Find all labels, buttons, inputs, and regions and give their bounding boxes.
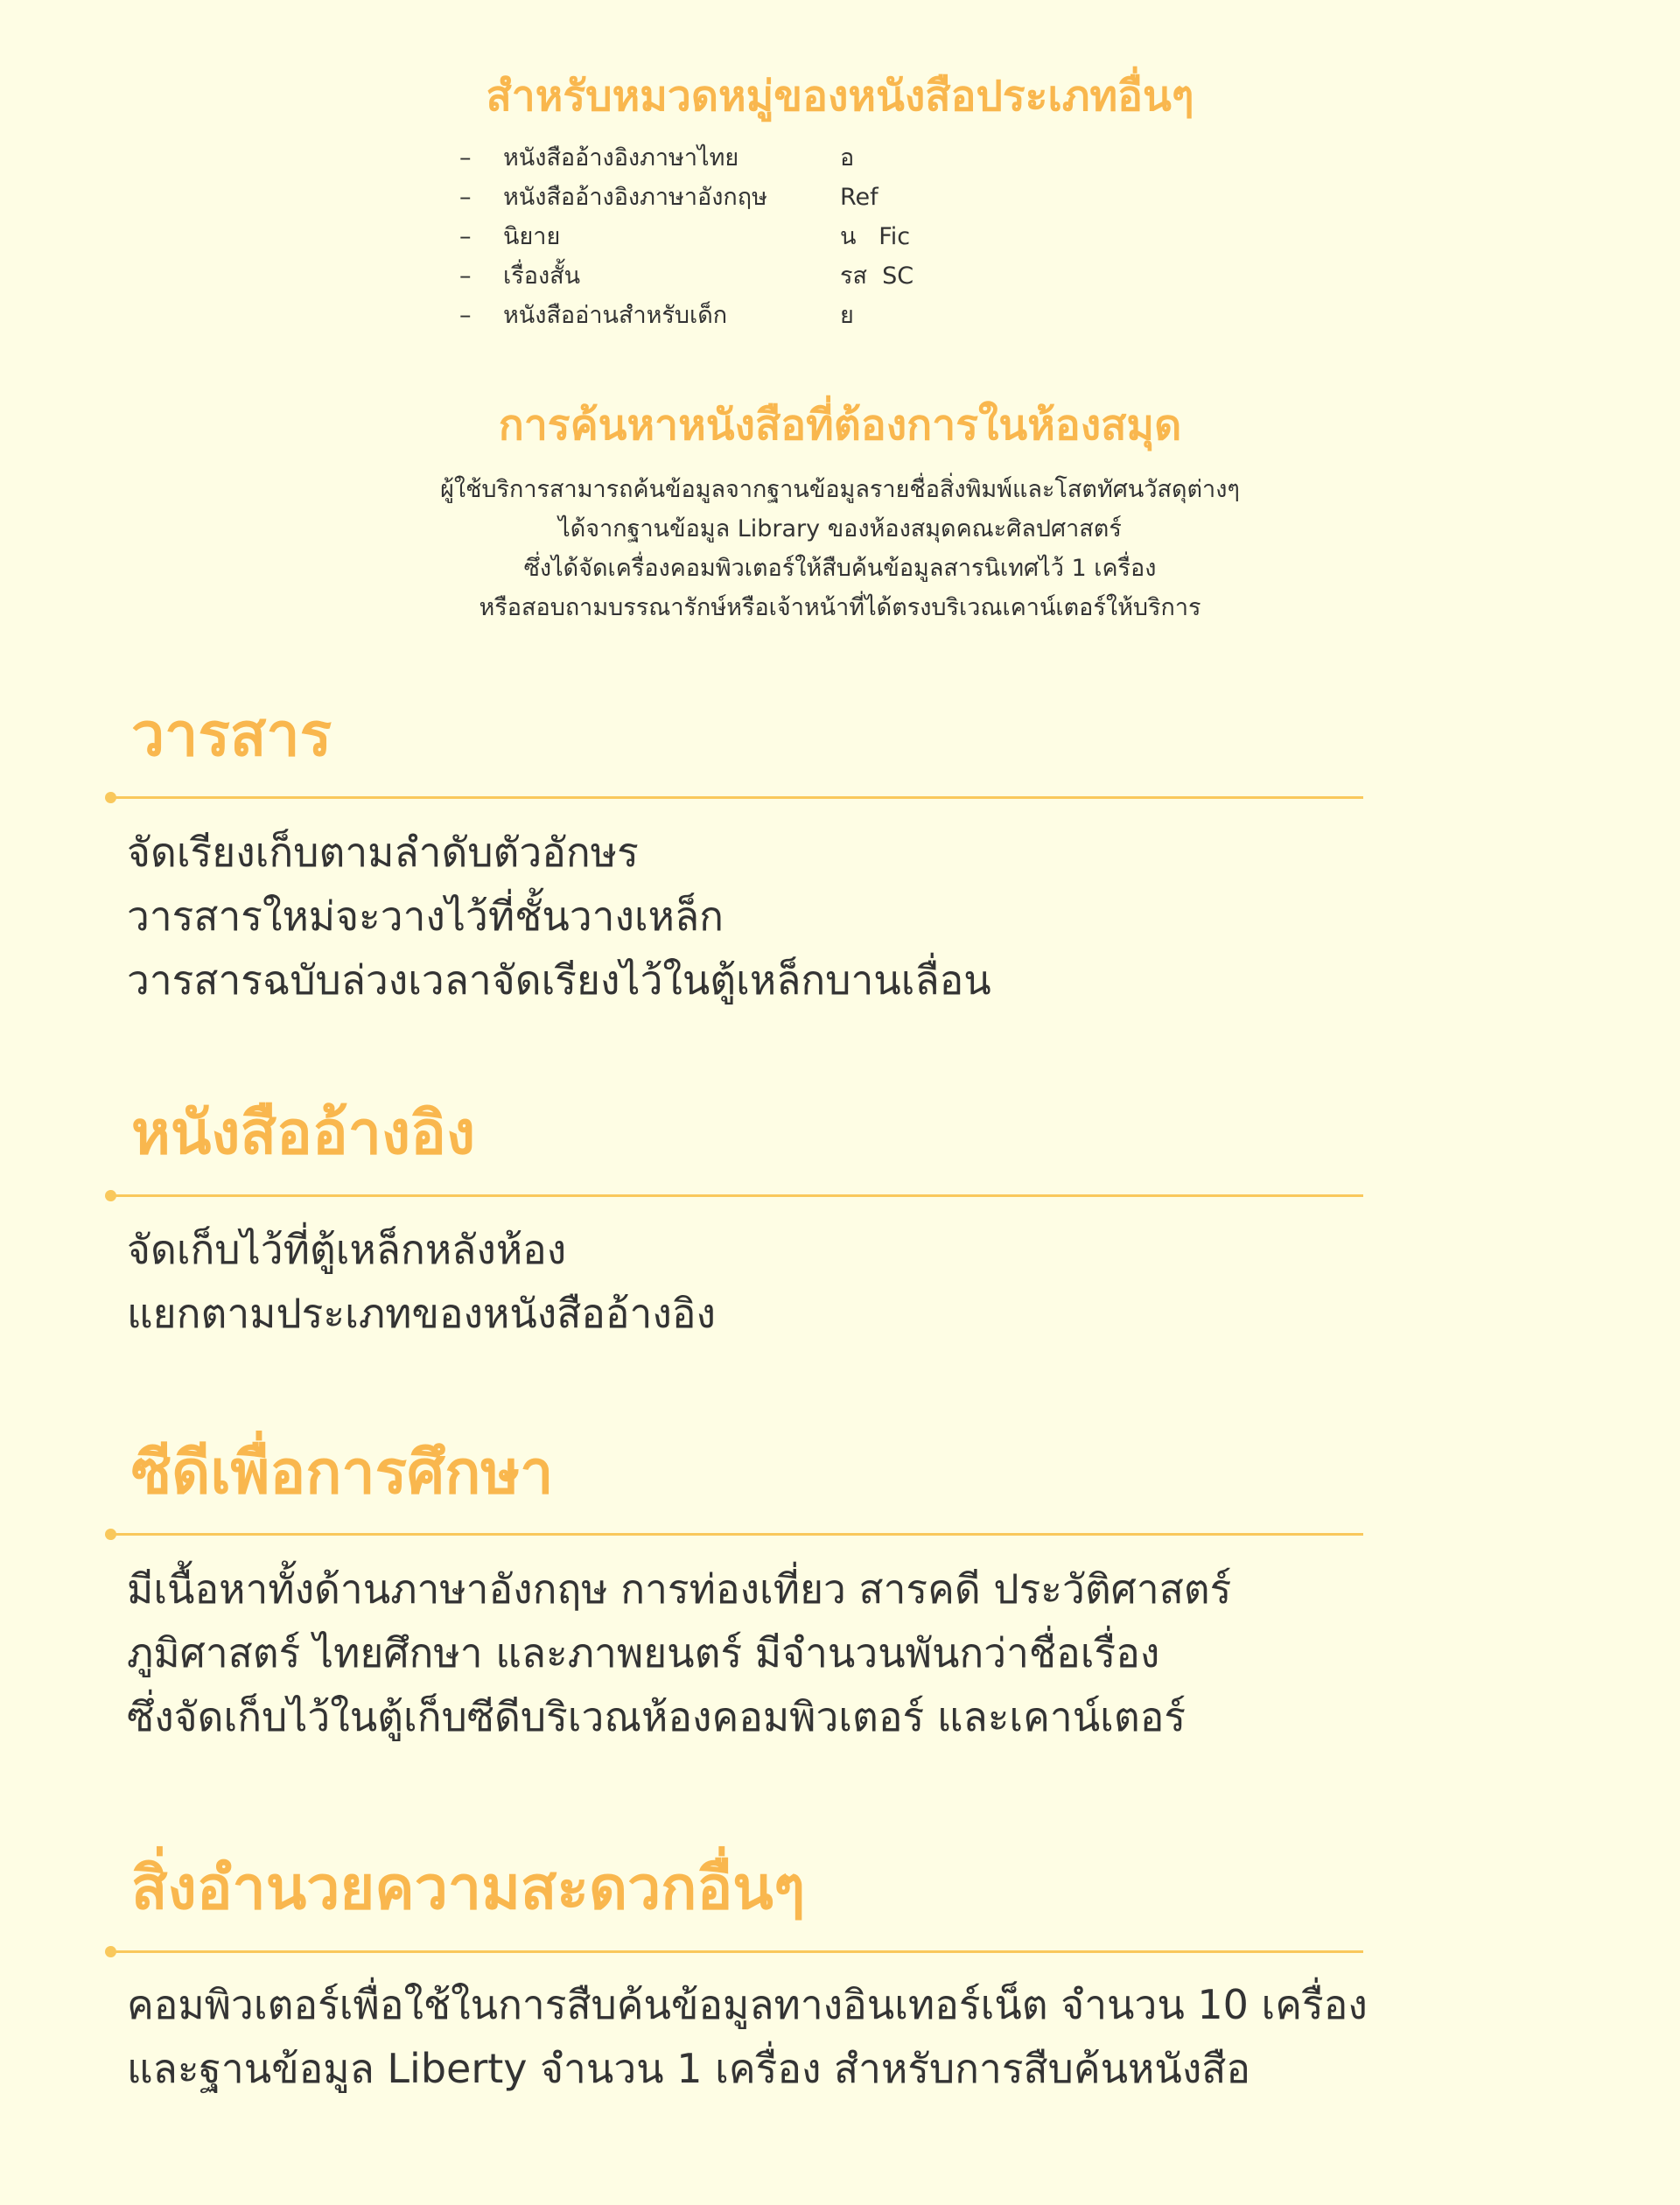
- list-dash: –: [459, 262, 472, 290]
- section-title-facilities: สิ่งอำนวยความสะดวกอื่นๆ: [131, 1854, 806, 1923]
- body-line: และฐานข้อมูล Liberty จำนวน 1 เครื่อง สำหรับการสืบค้นหนังสือ: [127, 2045, 1250, 2092]
- body-line: คอมพิวเตอร์เพื่อใช้ในการสืบค้นข้อมูลทางอินเทอร์เน็ต จำนวน 10 เครื่อง: [127, 1981, 1368, 2028]
- body-line: ภูมิศาสตร์ ไทยศึกษา และภาพยนตร์ มีจำนวนพันกว่าชื่อเรื่อง: [127, 1629, 1160, 1676]
- divider-dot: [105, 1190, 116, 1201]
- body-line: จัดเก็บไว้ที่ตู้เหล็กหลังห้อง: [127, 1226, 567, 1273]
- section-divider: [107, 1194, 1363, 1197]
- section-title-journals: วารสาร: [131, 701, 332, 770]
- list-dash: –: [459, 302, 472, 329]
- category-name: หนังสืออ้างอิงภาษาอังกฤษ: [503, 184, 767, 211]
- list-dash: –: [459, 144, 472, 172]
- category-name: นิยาย: [503, 223, 561, 250]
- search-line: ซึ่งได้จัดเครื่องคอมพิวเตอร์ให้สืบค้นข้อมูลสารนิเทศไว้ 1 เครื่อง: [523, 555, 1157, 582]
- category-code: น Fic: [840, 223, 911, 250]
- body-line: วารสารใหม่จะวางไว้ที่ชั้นวางเหล็ก: [127, 892, 724, 940]
- section-divider: [107, 796, 1363, 799]
- category-name: หนังสืออ่านสำหรับเด็ก: [503, 302, 728, 329]
- search-title: การค้นหาหนังสือที่ต้องการในห้องสมุด: [498, 401, 1182, 450]
- section-divider: [107, 1950, 1363, 1953]
- category-code: ย: [840, 302, 854, 329]
- category-name: เรื่องสั้น: [503, 262, 581, 290]
- category-code: อ: [840, 144, 855, 172]
- section-body-reference: [127, 1218, 716, 1346]
- body-line: แยกตามประเภทของหนังสืออ้างอิง: [127, 1290, 716, 1337]
- search-line: ได้จากฐานข้อมูล Library ของห้องสมุดคณะศิลปศาสตร์: [558, 515, 1122, 542]
- search-description: [0, 470, 1680, 627]
- body-line: มีเนื้อหาทั้งด้านภาษาอังกฤษ การท่องเที่ยว สารคดี ประวัติศาสตร์: [127, 1565, 1232, 1613]
- body-line: จัดเรียงเก็บตามลำดับตัวอักษร: [127, 829, 639, 876]
- list-dash: –: [459, 223, 472, 250]
- divider-dot: [105, 1529, 116, 1540]
- search-line: หรือสอบถามบรรณารักษ์หรือเจ้าหน้าที่ได้ตรงบริเวณเคาน์เตอร์ให้บริการ: [479, 594, 1201, 621]
- section-body-facilities: [127, 1973, 1368, 2101]
- body-line: ซึ่งจัดเก็บไว้ในตู้เก็บซีดีบริเวณห้องคอมพิวเตอร์ และเคาน์เตอร์: [127, 1693, 1186, 1740]
- search-line: ผู้ใช้บริการสามารถค้นข้อมูลจากฐานข้อมูลรายชื่อสิ่งพิมพ์และโสตทัศนวัสดุต่างๆ: [440, 476, 1240, 503]
- category-code: รส SC: [840, 262, 914, 290]
- section-divider: [107, 1533, 1363, 1536]
- category-list-title: สำหรับหมวดหมู่ของหนังสือประเภทอื่นๆ: [486, 72, 1194, 121]
- list-dash: –: [459, 184, 472, 211]
- divider-dot: [105, 1946, 116, 1957]
- category-name: หนังสืออ้างอิงภาษาไทย: [503, 144, 739, 172]
- section-body-cds: [127, 1558, 1231, 1749]
- section-body-journals: [127, 821, 991, 1012]
- section-title-cds: ซีดีเพื่อการศึกษา: [131, 1438, 554, 1508]
- divider-dot: [105, 792, 116, 803]
- section-title-reference: หนังสืออ้างอิง: [131, 1099, 476, 1168]
- category-code: Ref: [840, 184, 878, 211]
- body-line: วารสารฉบับล่วงเวลาจัดเรียงไว้ในตู้เหล็กบานเลื่อน: [127, 956, 991, 1004]
